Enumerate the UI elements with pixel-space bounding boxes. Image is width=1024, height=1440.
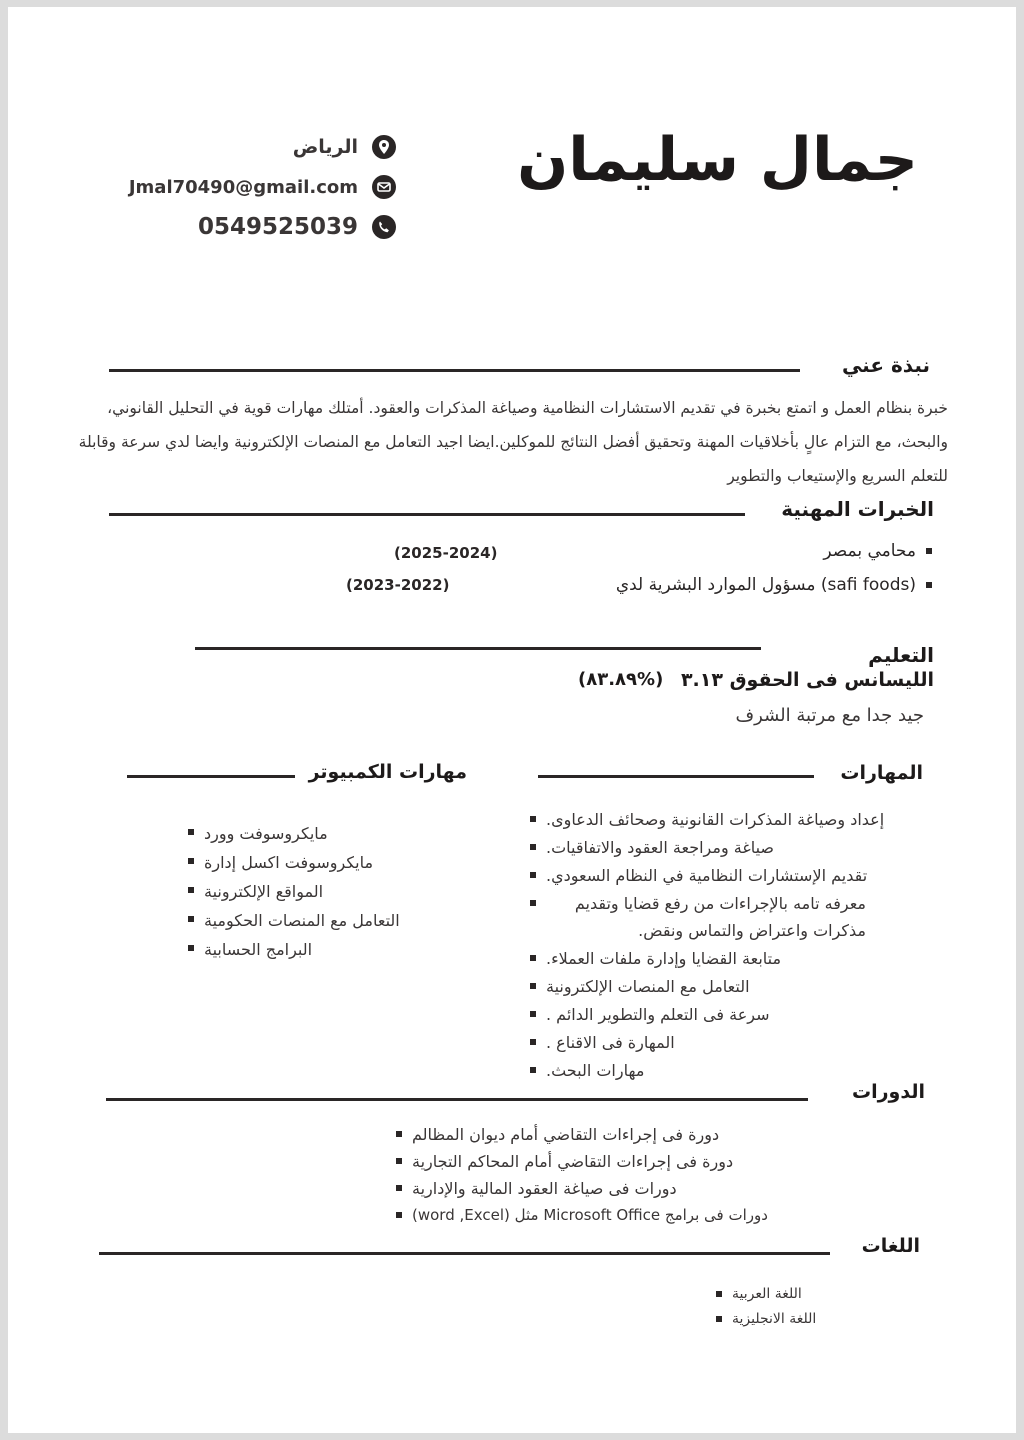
languages-heading: اللغات: [861, 1235, 920, 1257]
list-item: اللغة الانجليزية: [716, 1307, 916, 1332]
bullet-icon: [530, 983, 536, 989]
languages-divider: [99, 1252, 830, 1255]
education-percent: (٨٣.٨٩%): [578, 669, 664, 690]
bullet-icon: [396, 1212, 402, 1218]
bullet-icon: [716, 1291, 722, 1297]
bullet-icon: [530, 955, 536, 961]
list-item: المهارة فى الاقناع .: [530, 1029, 920, 1056]
bullet-icon: [396, 1185, 402, 1191]
experience-item: [823, 541, 932, 561]
bullet-icon: [530, 1067, 536, 1073]
list-item: التعامل مع المنصات الإلكترونية: [530, 973, 920, 1000]
bullet-icon: [188, 916, 194, 922]
list-item: البرامج الحسابية: [188, 935, 428, 964]
bullet-icon: [530, 900, 536, 906]
skills-divider: [538, 775, 814, 778]
list-item: صياغة ومراجعة العقود والاتفاقيات.: [530, 834, 920, 861]
email-text[interactable]: Jmal70490@gmail.com: [128, 176, 358, 198]
city-text: الرياض: [292, 136, 358, 158]
list-item: دورات فى صياغة العقود المالية والإدارية: [396, 1175, 916, 1202]
courses-divider: [106, 1098, 808, 1101]
list-item: إعداد وصياغة المذكرات القانونية وصحائف الدعاوى.: [530, 806, 920, 833]
list-item: دورة فى إجراءات التقاضي أمام ديوان المظالم: [396, 1121, 916, 1148]
bullet-icon: [530, 872, 536, 878]
experience-heading: الخبرات المهنية: [781, 497, 934, 521]
phone-icon: [372, 215, 396, 239]
bullet-icon: [530, 1039, 536, 1045]
education-grade: جيد جدا مع مرتبة الشرف: [735, 705, 924, 726]
list-item: متابعة القضايا وإدارة ملفات العملاء.: [530, 945, 920, 972]
bullet-icon: [188, 887, 194, 893]
about-heading: نبذة عني: [841, 353, 930, 377]
experience-period: (2023-2022): [346, 576, 450, 594]
skills-list: [530, 806, 920, 1085]
education-divider: [195, 647, 761, 650]
list-item: دورات فى برامج Microsoft Office مثل (word ,Excel): [396, 1202, 916, 1229]
experience-role: مسؤول الموارد البشرية لدي (safi foods): [615, 575, 916, 595]
experience-period: (2025-2024): [394, 544, 498, 562]
about-text: خبرة بنظام العمل و اتمتع بخبرة في تقديم الاستشارات النظامية وصياغة المذكرات والعقود. أمتلك مهارات قوية في التحليل القانوني، والبحث، مع التزام عالٍ بأخلاقيات المهنة وتحقيق أفضل النتائج للموكلين.ايضا اجيد التعامل مع المنصات الإلكترونية وايضا لدي سرعة وقابلة للتعلم السريع والإستيعاب والتطوير: [78, 399, 948, 485]
list-item: المواقع الإلكترونية: [188, 877, 428, 906]
experience-role: محامي بمصر: [823, 541, 916, 561]
list-item: سرعة فى التعلم والتطوير الدائم .: [530, 1001, 920, 1028]
bullet-icon: [188, 945, 194, 951]
contact-phone: [198, 212, 396, 242]
list-item: معرفه تامه بالإجراءات من رفع قضايا وتقديم مذكرات واعتراض والتماس ونقض.: [530, 890, 920, 944]
computer-skills-divider: [127, 775, 295, 778]
bullet-icon: [530, 844, 536, 850]
computer-skills-heading: مهارات الكمبيوتر: [308, 761, 467, 783]
list-item: اللغة العربية: [716, 1282, 916, 1307]
computer-skills-list: [188, 819, 428, 964]
list-item: تقديم الإستشارات النظامية في النظام السعودي.: [530, 862, 920, 889]
envelope-icon: [372, 175, 396, 199]
contact-city: [293, 132, 396, 162]
resume-page: [8, 7, 1016, 1433]
list-item: مايكروسوفت اكسل إدارة: [188, 848, 428, 877]
courses-list: [396, 1121, 916, 1229]
list-item: مايكروسوفت وورد: [188, 819, 428, 848]
bullet-icon: [396, 1131, 402, 1137]
bullet-icon: [188, 829, 194, 835]
bullet-icon: [530, 1011, 536, 1017]
location-pin-icon: [372, 135, 396, 159]
candidate-name: جمال سليمان: [517, 125, 918, 195]
courses-heading: الدورات: [852, 1081, 925, 1103]
bullet-icon: [926, 548, 932, 554]
contact-email: [129, 172, 396, 202]
bullet-icon: [188, 858, 194, 864]
experience-item: [616, 575, 932, 595]
list-item: دورة فى إجراءات التقاضي أمام المحاكم التجارية: [396, 1148, 916, 1175]
list-item: مهارات البحث.: [530, 1057, 920, 1084]
list-item: التعامل مع المنصات الحكومية: [188, 906, 428, 935]
bullet-icon: [926, 582, 932, 588]
about-divider: [109, 369, 800, 372]
experience-divider: [109, 513, 745, 516]
languages-list: [716, 1282, 916, 1332]
bullet-icon: [396, 1158, 402, 1164]
education-heading: التعليم: [868, 643, 934, 667]
phone-text[interactable]: 0549525039: [197, 214, 358, 240]
skills-heading: المهارات: [840, 762, 923, 784]
bullet-icon: [530, 816, 536, 822]
bullet-icon: [716, 1316, 722, 1322]
education-degree: الليسانس فى الحقوق ٣.١٣: [680, 669, 934, 691]
